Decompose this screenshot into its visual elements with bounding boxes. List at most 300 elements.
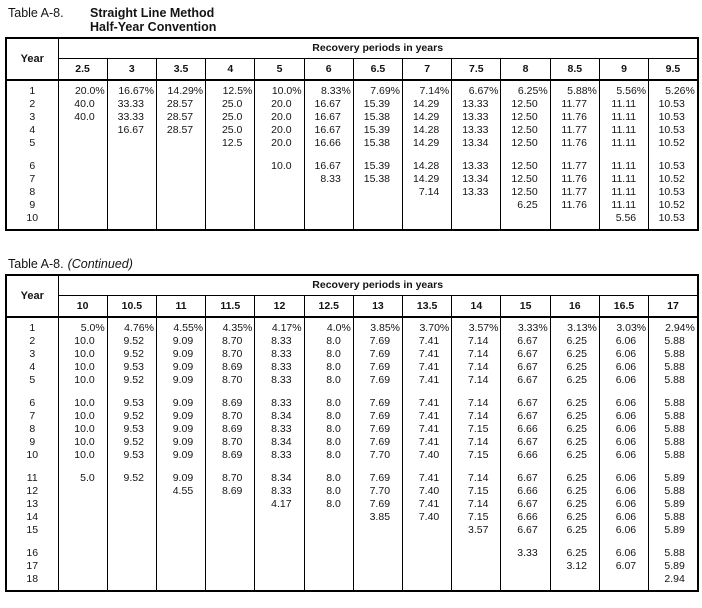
value-cell: 5.88	[649, 511, 698, 524]
table-row	[6, 80, 698, 98]
value-cell: 7.69	[353, 498, 402, 511]
value-cell: 11.77	[550, 124, 599, 137]
table-row	[6, 485, 698, 498]
period-column-header: 13.5	[403, 295, 452, 317]
value-cell: 15.39	[353, 160, 402, 173]
year-cell: 5	[29, 374, 36, 386]
value-cell: 9.52	[107, 436, 156, 449]
value-cell: 8.33	[304, 173, 353, 186]
table-row	[6, 335, 698, 348]
value-cell	[255, 186, 304, 199]
value-cell: 11.11	[599, 186, 648, 199]
value-cell: 9.09	[156, 348, 205, 361]
year-cell: 9	[29, 436, 36, 448]
value-cell: 11.77	[550, 98, 599, 111]
value-cell: 5.56	[599, 212, 648, 230]
value-cell: 8.0	[304, 410, 353, 423]
value-cell: 16.67	[304, 124, 353, 137]
recovery-periods-header: Recovery periods in years	[58, 38, 698, 58]
value-cell: 28.57	[156, 124, 205, 137]
value-cell: 8.70	[206, 472, 255, 485]
value-cell: 8.33	[255, 348, 304, 361]
value-cell	[304, 199, 353, 212]
table-row	[6, 397, 698, 410]
value-cell: 13.33	[452, 160, 501, 173]
value-cell: 8.33	[255, 397, 304, 410]
year-cell: 17	[26, 560, 39, 572]
year-cell: 6	[29, 397, 36, 409]
value-cell: 6.25	[550, 423, 599, 436]
value-cell: 10.0	[58, 374, 107, 387]
value-cell	[501, 560, 550, 573]
period-column-header: 7.5	[452, 58, 501, 80]
value-cell: 6.06	[599, 410, 648, 423]
value-cell: 5.89	[649, 472, 698, 485]
value-cell: 8.70	[206, 374, 255, 387]
value-cell: 6.67	[501, 472, 550, 485]
value-cell: 5.88	[649, 348, 698, 361]
value-cell: 6.06	[599, 348, 648, 361]
value-cell: 7.41	[403, 423, 452, 436]
value-cell: 3.03%	[599, 317, 648, 335]
period-column-header: 17	[649, 295, 698, 317]
value-cell	[156, 547, 205, 560]
value-cell	[353, 524, 402, 537]
value-cell: 9.09	[156, 472, 205, 485]
value-cell: 9.09	[156, 374, 205, 387]
value-cell	[452, 212, 501, 230]
value-cell	[255, 524, 304, 537]
value-cell	[156, 160, 205, 173]
year-cell: 15	[26, 524, 39, 536]
value-cell: 12.50	[501, 111, 550, 124]
value-cell: 7.41	[403, 472, 452, 485]
value-cell	[156, 498, 205, 511]
period-column-header: 2.5	[58, 58, 107, 80]
value-cell	[353, 212, 402, 230]
value-cell: 7.69	[353, 423, 402, 436]
value-cell: 14.29	[403, 111, 452, 124]
value-cell	[156, 199, 205, 212]
value-cell: 10.0	[58, 348, 107, 361]
year-column-header: Year	[6, 275, 58, 317]
value-cell: 8.33	[255, 335, 304, 348]
period-column-header: 5	[255, 58, 304, 80]
value-cell: 11.76	[550, 111, 599, 124]
value-cell	[550, 212, 599, 230]
value-cell: 15.38	[353, 137, 402, 150]
value-cell: 20.0	[255, 111, 304, 124]
value-cell: 10.53	[649, 212, 698, 230]
value-cell: 28.57	[156, 111, 205, 124]
value-cell: 9.09	[156, 335, 205, 348]
value-cell: 13.34	[452, 173, 501, 186]
value-cell: 4.17%	[255, 317, 304, 335]
value-cell	[403, 547, 452, 560]
value-cell	[58, 547, 107, 560]
value-cell	[501, 212, 550, 230]
value-cell: 6.06	[599, 524, 648, 537]
value-cell	[255, 547, 304, 560]
value-cell: 28.57	[156, 98, 205, 111]
value-cell	[206, 511, 255, 524]
group-spacer-row	[6, 387, 698, 397]
value-cell: 11.11	[599, 137, 648, 150]
value-cell	[58, 186, 107, 199]
value-cell	[353, 573, 402, 591]
value-cell: 8.33	[255, 374, 304, 387]
value-cell: 4.55%	[156, 317, 205, 335]
value-cell: 7.70	[353, 449, 402, 462]
value-cell: 5.88	[649, 335, 698, 348]
value-cell: 11.11	[599, 199, 648, 212]
value-cell: 9.52	[107, 472, 156, 485]
value-cell: 8.69	[206, 361, 255, 374]
value-cell: 13.34	[452, 137, 501, 150]
value-cell: 12.5	[206, 137, 255, 150]
value-cell: 10.53	[649, 160, 698, 173]
value-cell: 8.70	[206, 348, 255, 361]
year-cell: 8	[29, 186, 36, 198]
value-cell: 16.67	[304, 111, 353, 124]
value-cell: 6.06	[599, 436, 648, 449]
value-cell: 6.25	[550, 397, 599, 410]
value-cell: 9.52	[107, 348, 156, 361]
value-cell: 7.14	[403, 186, 452, 199]
value-cell: 12.50	[501, 173, 550, 186]
value-cell	[353, 186, 402, 199]
value-cell: 6.25	[550, 436, 599, 449]
table1-title-line1: Straight Line Method	[90, 6, 215, 20]
value-cell: 8.70	[206, 410, 255, 423]
value-cell	[156, 524, 205, 537]
year-cell: 1	[6, 80, 58, 98]
value-cell	[255, 173, 304, 186]
value-cell: 8.0	[304, 348, 353, 361]
value-cell: 3.85	[353, 511, 402, 524]
value-cell: 7.70	[353, 485, 402, 498]
value-cell: 7.41	[403, 498, 452, 511]
value-cell	[156, 137, 205, 150]
value-cell: 33.33	[107, 111, 156, 124]
value-cell	[403, 524, 452, 537]
value-cell	[452, 560, 501, 573]
value-cell: 15.38	[353, 111, 402, 124]
value-cell: 9.09	[156, 397, 205, 410]
value-cell: 6.06	[599, 472, 648, 485]
period-column-header: 11.5	[206, 295, 255, 317]
period-column-header: 16.5	[599, 295, 648, 317]
table2-caption	[8, 257, 697, 271]
value-cell	[304, 186, 353, 199]
value-cell	[599, 573, 648, 591]
value-cell: 7.15	[452, 423, 501, 436]
value-cell: 7.69	[353, 410, 402, 423]
value-cell: 6.06	[599, 498, 648, 511]
value-cell: 15.39	[353, 98, 402, 111]
value-cell: 6.67	[501, 498, 550, 511]
value-cell	[206, 547, 255, 560]
value-cell: 16.67%	[107, 80, 156, 98]
group-spacer-row	[6, 462, 698, 472]
value-cell: 5.88	[649, 410, 698, 423]
value-cell: 8.0	[304, 374, 353, 387]
value-cell: 16.67	[304, 160, 353, 173]
table-row	[6, 98, 698, 111]
value-cell: 6.25	[550, 348, 599, 361]
table1-title	[90, 6, 216, 34]
value-cell: 6.06	[599, 361, 648, 374]
value-cell: 15.39	[353, 124, 402, 137]
value-cell	[156, 212, 205, 230]
value-cell: 11.11	[599, 98, 648, 111]
value-cell	[58, 560, 107, 573]
value-cell: 7.14	[452, 436, 501, 449]
value-cell: 6.67	[501, 361, 550, 374]
value-cell: 6.25	[550, 472, 599, 485]
recovery-periods-header: Recovery periods in years	[58, 275, 698, 295]
value-cell	[403, 212, 452, 230]
value-cell: 8.0	[304, 449, 353, 462]
value-cell: 11.77	[550, 160, 599, 173]
period-column-header: 11	[156, 295, 205, 317]
value-cell: 6.67	[501, 397, 550, 410]
year-cell: 2	[29, 98, 36, 110]
value-cell: 12.50	[501, 98, 550, 111]
value-cell: 9.53	[107, 423, 156, 436]
group-spacer-row	[6, 150, 698, 160]
year-cell: 16	[26, 547, 39, 559]
value-cell: 13.33	[452, 98, 501, 111]
value-cell: 4.17	[255, 498, 304, 511]
value-cell: 8.34	[255, 472, 304, 485]
value-cell: 7.14	[452, 472, 501, 485]
value-cell	[58, 173, 107, 186]
year-cell: 10	[26, 449, 39, 461]
year-cell: 4	[29, 361, 36, 373]
value-cell: 9.53	[107, 449, 156, 462]
value-cell	[107, 485, 156, 498]
value-cell: 7.41	[403, 436, 452, 449]
value-cell	[403, 560, 452, 573]
value-cell: 3.57%	[452, 317, 501, 335]
value-cell: 3.33	[501, 547, 550, 560]
value-cell: 3.33%	[501, 317, 550, 335]
value-cell: 10.52	[649, 199, 698, 212]
value-cell: 7.69%	[353, 80, 402, 98]
table-row	[6, 449, 698, 462]
value-cell: 7.15	[452, 449, 501, 462]
value-cell	[403, 573, 452, 591]
value-cell: 8.0	[304, 472, 353, 485]
value-cell	[107, 173, 156, 186]
table-row	[6, 436, 698, 449]
value-cell: 7.41	[403, 374, 452, 387]
value-cell: 7.41	[403, 348, 452, 361]
value-cell: 5.26%	[649, 80, 698, 98]
value-cell: 3.57	[452, 524, 501, 537]
value-cell: 7.14	[452, 335, 501, 348]
value-cell: 6.66	[501, 423, 550, 436]
value-cell	[206, 573, 255, 591]
value-cell: 10.53	[649, 124, 698, 137]
value-cell: 10.0	[58, 397, 107, 410]
value-cell: 7.40	[403, 511, 452, 524]
value-cell: 25.0	[206, 111, 255, 124]
value-cell: 8.0	[304, 485, 353, 498]
value-cell	[107, 560, 156, 573]
table1-label: Table A-8.	[8, 6, 64, 20]
value-cell	[107, 547, 156, 560]
value-cell	[58, 485, 107, 498]
table-row	[6, 498, 698, 511]
value-cell: 6.67	[501, 335, 550, 348]
value-cell: 5.89	[649, 498, 698, 511]
value-cell: 11.76	[550, 199, 599, 212]
value-cell	[206, 498, 255, 511]
value-cell: 10.0	[58, 410, 107, 423]
value-cell	[58, 498, 107, 511]
value-cell: 4.0%	[304, 317, 353, 335]
value-cell: 8.69	[206, 423, 255, 436]
value-cell: 13.33	[452, 111, 501, 124]
value-cell: 5.88	[649, 423, 698, 436]
value-cell: 14.29	[403, 137, 452, 150]
period-column-header: 3.5	[156, 58, 205, 80]
value-cell: 8.33	[255, 423, 304, 436]
value-cell: 7.14	[452, 397, 501, 410]
value-cell: 6.25	[550, 361, 599, 374]
value-cell	[156, 173, 205, 186]
value-cell: 7.15	[452, 485, 501, 498]
value-cell: 16.67	[107, 124, 156, 137]
value-cell: 10.52	[649, 173, 698, 186]
value-cell: 6.25	[550, 498, 599, 511]
value-cell: 7.41	[403, 335, 452, 348]
value-cell: 6.67	[501, 410, 550, 423]
value-cell: 7.14	[452, 348, 501, 361]
period-column-header: 7	[403, 58, 452, 80]
value-cell: 13.33	[452, 186, 501, 199]
table-row	[6, 374, 698, 387]
table-row	[6, 212, 698, 230]
value-cell: 3.70%	[403, 317, 452, 335]
value-cell: 13.33	[452, 124, 501, 137]
value-cell: 6.25	[550, 547, 599, 560]
value-cell	[107, 212, 156, 230]
value-cell: 6.67	[501, 348, 550, 361]
value-cell	[58, 160, 107, 173]
value-cell: 5.88	[649, 485, 698, 498]
year-cell: 3	[29, 348, 36, 360]
period-column-header: 6	[304, 58, 353, 80]
value-cell	[107, 160, 156, 173]
value-cell: 7.40	[403, 485, 452, 498]
value-cell: 5.89	[649, 524, 698, 537]
value-cell: 8.33	[255, 449, 304, 462]
year-column-header: Year	[6, 38, 58, 80]
value-cell: 14.29%	[156, 80, 205, 98]
value-cell: 11.76	[550, 137, 599, 150]
value-cell	[550, 573, 599, 591]
value-cell: 40.0	[58, 98, 107, 111]
value-cell: 6.67	[501, 374, 550, 387]
value-cell	[353, 547, 402, 560]
table-row	[6, 361, 698, 374]
value-cell: 10.0	[58, 335, 107, 348]
value-cell: 6.06	[599, 547, 648, 560]
value-cell	[304, 524, 353, 537]
value-cell: 10.0	[58, 436, 107, 449]
value-cell: 8.70	[206, 335, 255, 348]
value-cell: 8.0	[304, 361, 353, 374]
value-cell	[206, 212, 255, 230]
value-cell: 6.66	[501, 449, 550, 462]
year-cell: 14	[26, 511, 39, 523]
period-column-header: 9.5	[649, 58, 698, 80]
value-cell: 8.70	[206, 436, 255, 449]
period-column-header: 10	[58, 295, 107, 317]
year-cell: 7	[29, 410, 36, 422]
value-cell: 4.35%	[206, 317, 255, 335]
value-cell: 9.53	[107, 397, 156, 410]
value-cell	[501, 573, 550, 591]
year-cell: 12	[26, 485, 39, 497]
value-cell: 12.50	[501, 160, 550, 173]
value-cell: 5.88	[649, 436, 698, 449]
value-cell	[304, 573, 353, 591]
period-column-header: 3	[107, 58, 156, 80]
value-cell	[452, 547, 501, 560]
table-row	[6, 547, 698, 560]
value-cell: 7.69	[353, 361, 402, 374]
table-row	[6, 160, 698, 173]
value-cell: 7.69	[353, 472, 402, 485]
value-cell: 5.88	[649, 449, 698, 462]
value-cell: 5.88%	[550, 80, 599, 98]
value-cell: 14.29	[403, 173, 452, 186]
value-cell	[353, 560, 402, 573]
value-cell	[255, 573, 304, 591]
value-cell	[206, 186, 255, 199]
table-row	[6, 124, 698, 137]
value-cell: 8.33	[255, 361, 304, 374]
value-cell: 6.67	[501, 524, 550, 537]
value-cell: 10.52	[649, 137, 698, 150]
table-row	[6, 173, 698, 186]
value-cell	[107, 199, 156, 212]
value-cell: 9.52	[107, 335, 156, 348]
value-cell	[403, 199, 452, 212]
depreciation-table-second-half	[5, 274, 699, 592]
value-cell: 10.53	[649, 186, 698, 199]
year-cell: 13	[26, 498, 39, 510]
value-cell	[107, 573, 156, 591]
value-cell: 7.14	[452, 410, 501, 423]
value-cell	[58, 212, 107, 230]
value-cell	[304, 547, 353, 560]
value-cell	[58, 199, 107, 212]
value-cell: 11.11	[599, 173, 648, 186]
value-cell: 12.50	[501, 137, 550, 150]
value-cell	[206, 173, 255, 186]
value-cell: 11.77	[550, 186, 599, 199]
year-cell: 18	[26, 573, 39, 585]
period-column-header: 13	[353, 295, 402, 317]
value-cell	[255, 212, 304, 230]
table-row	[6, 137, 698, 150]
value-cell: 40.0	[58, 111, 107, 124]
